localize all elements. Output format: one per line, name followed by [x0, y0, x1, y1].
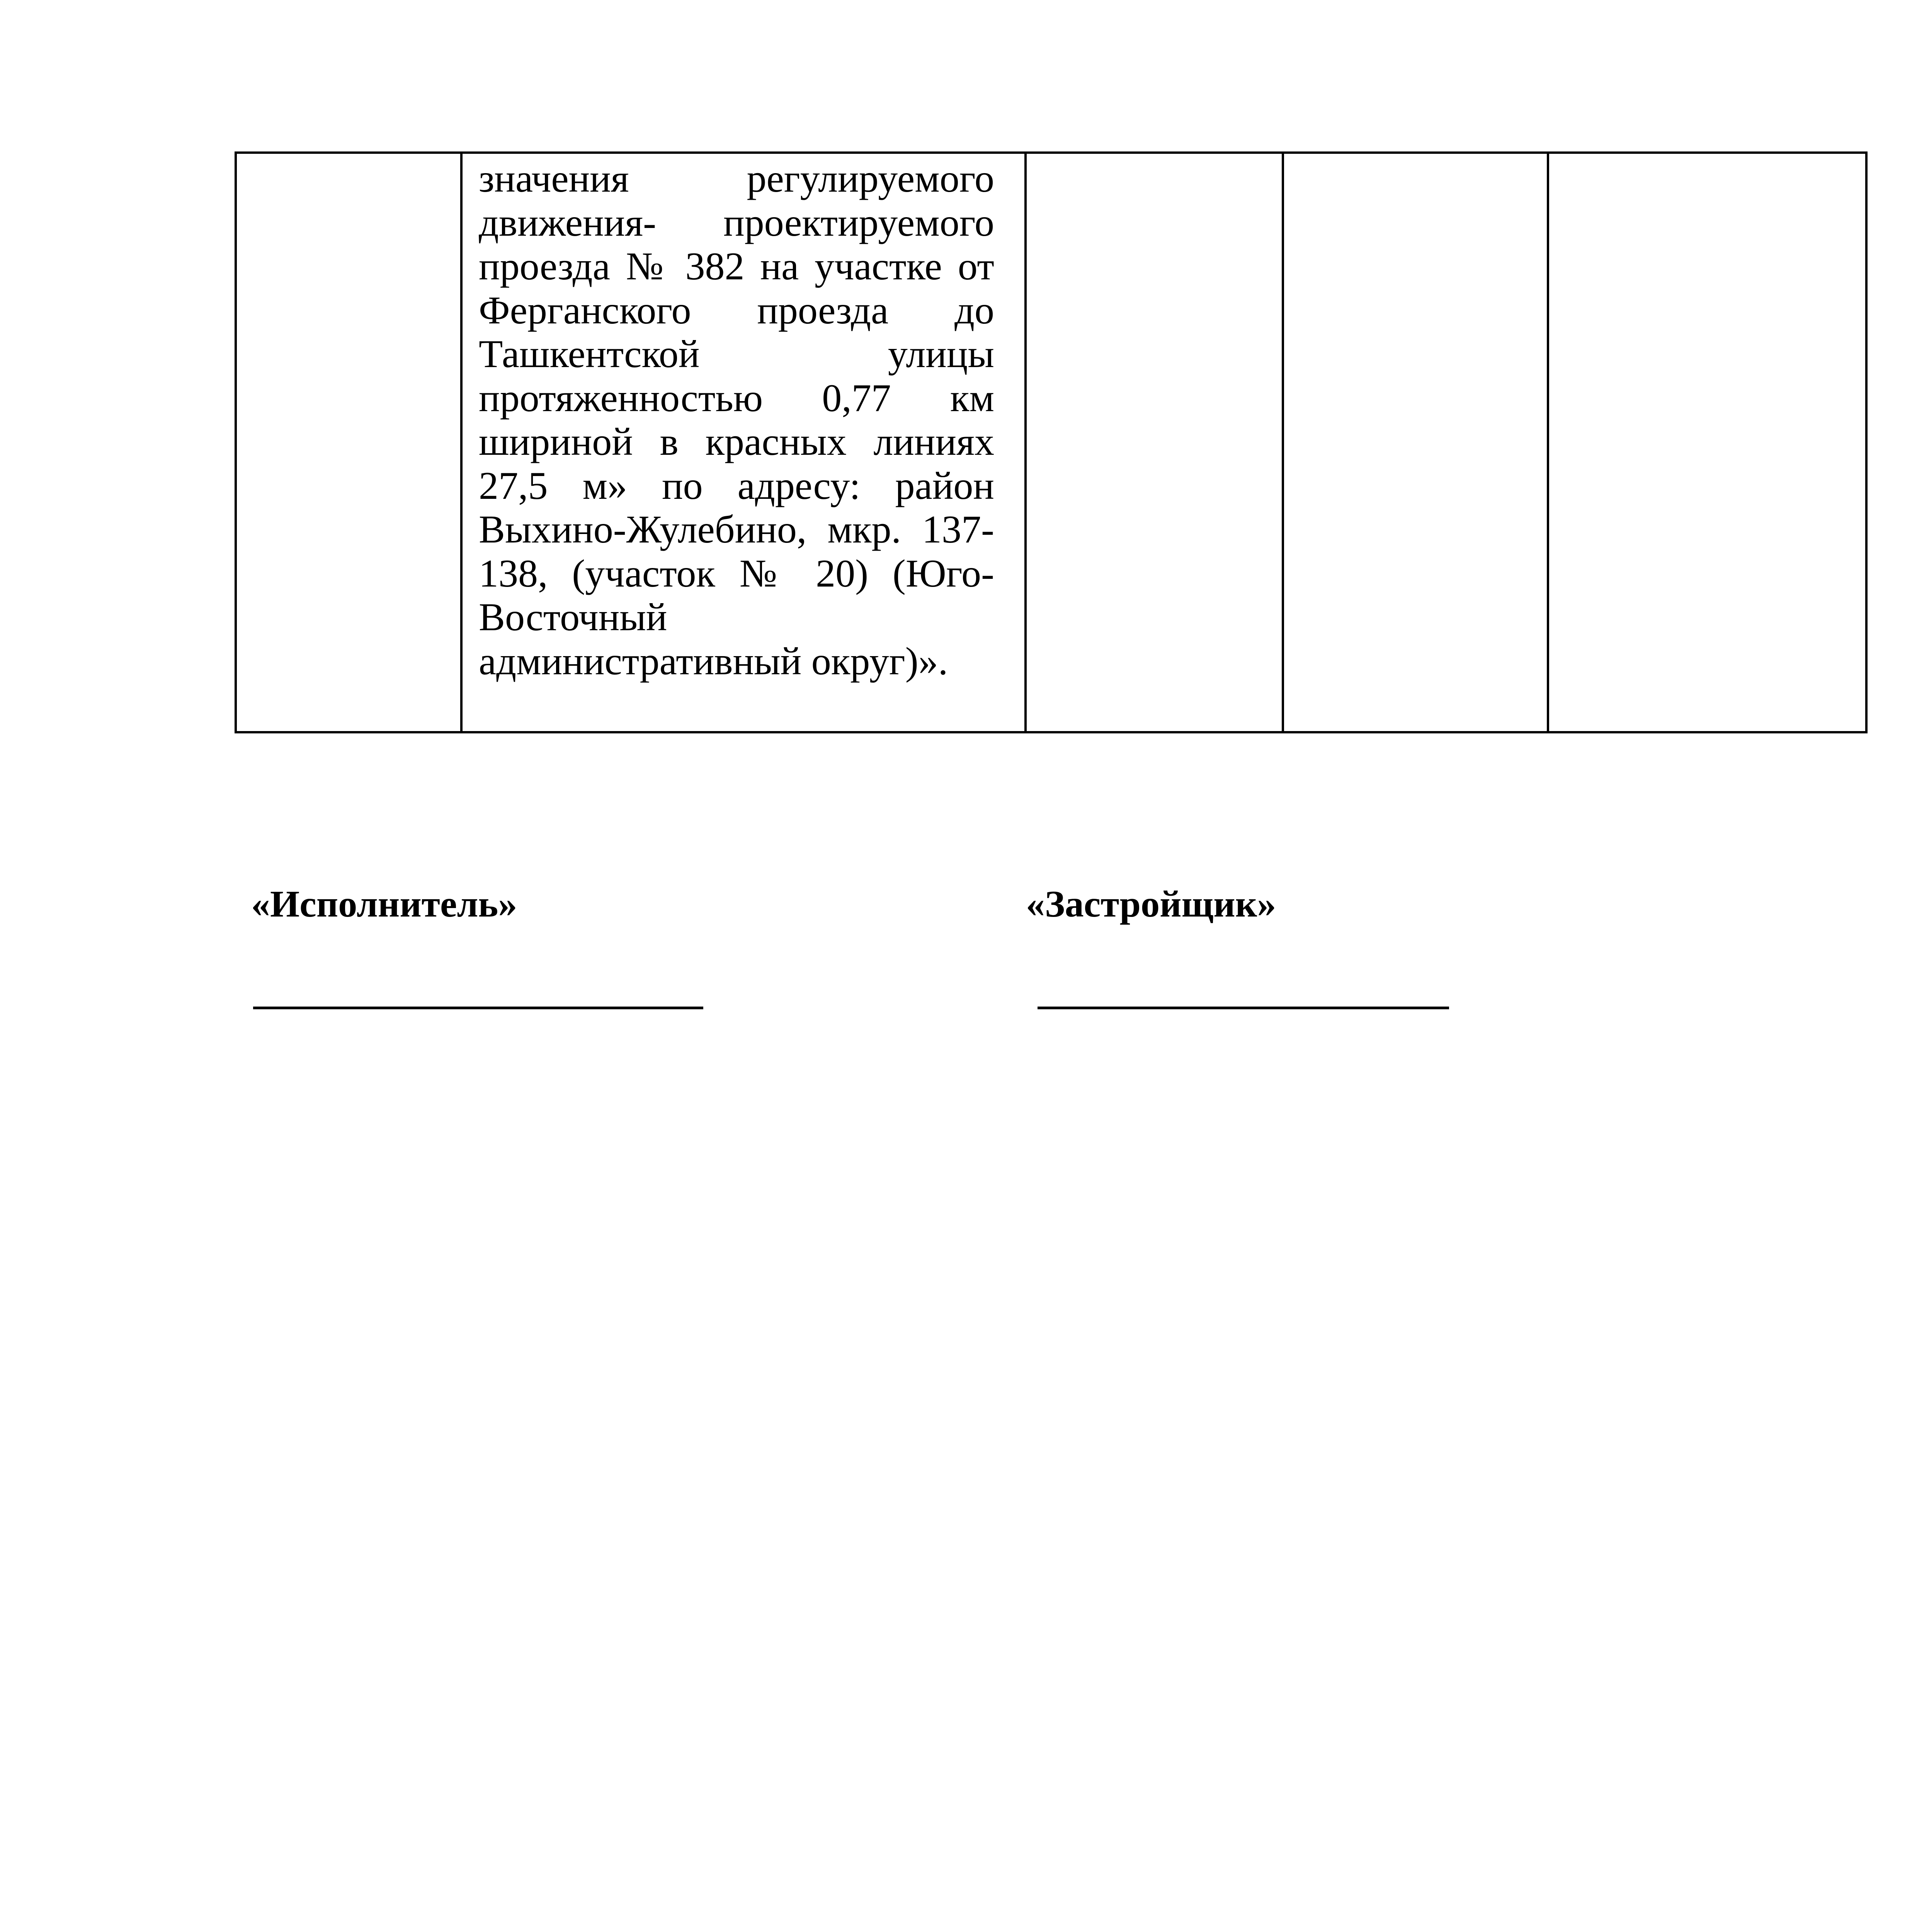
- developer-signature-line: [1038, 1007, 1449, 1009]
- works-table: [235, 151, 1868, 733]
- description-line: 138, (участок № 20) (Юго-: [479, 551, 994, 595]
- description-line: Выхино-Жулебино, мкр. 137-: [479, 508, 994, 551]
- description-line: значения регулируемого: [479, 157, 994, 201]
- table-row: [236, 153, 1866, 732]
- developer-label: «Застройщик»: [1026, 883, 1276, 925]
- description-line: проезда № 382 на участке от: [479, 245, 994, 288]
- description-text: [463, 154, 1024, 683]
- table-cell-description: [461, 153, 1026, 732]
- executor-label: «Исполнитель»: [251, 883, 517, 925]
- table-cell-empty: [1548, 153, 1866, 732]
- executor-signature-line: [253, 1007, 703, 1009]
- table-cell-empty: [1026, 153, 1283, 732]
- description-line: 27,5 м» по адресу: район: [479, 464, 994, 508]
- description-line: шириной в красных линиях: [479, 420, 994, 464]
- table-cell-empty: [1283, 153, 1548, 732]
- description-line: административный округ)».: [479, 639, 948, 683]
- description-line: движения- проектируемого: [479, 201, 994, 245]
- description-line: Восточный: [479, 595, 667, 639]
- description-line: Ферганского проезда до: [479, 288, 994, 332]
- table-cell-number: [236, 153, 461, 732]
- description-line: Ташкентской улицы: [479, 332, 994, 376]
- description-line: протяженностью 0,77 км: [479, 376, 994, 420]
